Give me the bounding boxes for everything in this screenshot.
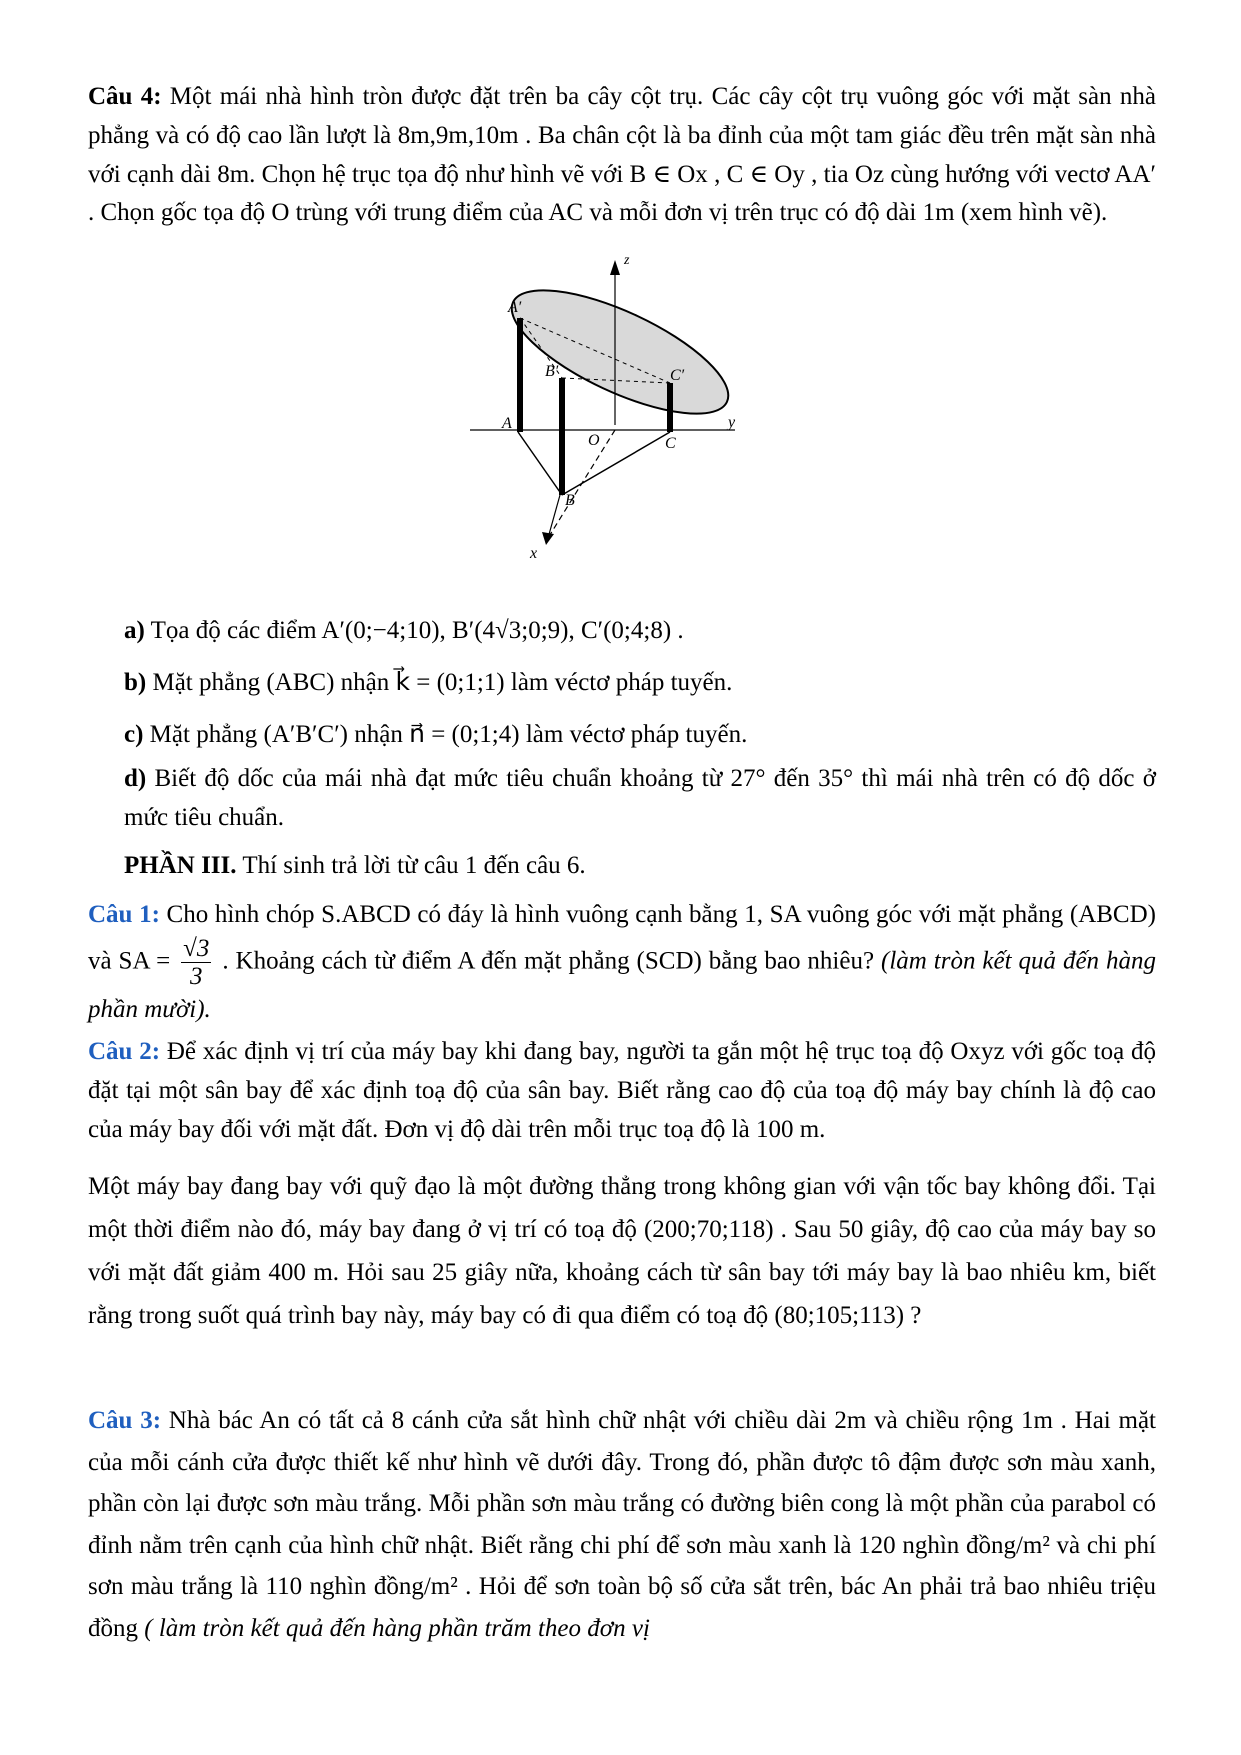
- question-2: [88, 1033, 1156, 1149]
- q4-option-d-label: d): [124, 765, 147, 792]
- label-C: C: [665, 435, 676, 452]
- q4-option-b: [124, 664, 1156, 703]
- q4-option-c-label: c): [124, 721, 144, 748]
- label-B: B: [565, 492, 575, 509]
- sa-fraction: [181, 935, 211, 991]
- question-3-rounding-note: ( làm tròn kết quả đến hàng phần trăm theo đơn vị: [144, 1614, 650, 1642]
- question-2-paragraph-2-block: [88, 1165, 1156, 1337]
- question-4: [88, 78, 1156, 233]
- q4-option-c: [124, 716, 1156, 755]
- roof-3d-figure: [502, 253, 820, 600]
- roof-ellipse: [496, 266, 744, 438]
- question-1-label: Câu 1:: [88, 901, 160, 928]
- question-4-label: Câu 4:: [88, 83, 162, 110]
- q4-option-a: [124, 612, 1156, 651]
- question-2-paragraph-1: Để xác định vị trí của máy bay khi đang bay, người ta gắn một hệ trục toạ độ Oxyz với gốc toạ độ đặt tại một sân bay để xác định toạ độ của sân bay. Biết rằng cao độ của toạ độ máy bay chính là độ cao của máy bay đối với mặt đất. Đơn vị độ dài trên mỗi trục toạ độ là 100 m.: [88, 1038, 1156, 1143]
- sa-fraction-numerator: √3: [183, 934, 210, 962]
- part-3-label: PHẦN III.: [124, 852, 237, 879]
- x-axis: [548, 495, 560, 538]
- q4-option-a-text: Tọa độ các điểm A′(0;−4;10), B′(4√3;0;9), C′(0;4;8) .: [144, 617, 684, 644]
- x-arrow: [542, 532, 554, 545]
- question-1-rounding-note: (làm tròn kết quả đến hàng phần mười).: [88, 947, 1157, 1023]
- q4-option-c-text: Mặt phẳng (A′B′C′) nhận n⃗ = (0;1;4) làm véctơ pháp tuyến.: [143, 721, 748, 748]
- question-4-text: Một mái nhà hình tròn được đặt trên ba cây cột trụ. Các cây cột trụ vuông góc với mặt sàn nhà phẳng và có độ cao lần lượt là 8m,9m,10m . Ba chân cột là ba đỉnh của một tam giác đều trên mặt sàn nhà với cạnh dài 8m. Chọn hệ trục tọa độ như hình vẽ với B ∈ Ox , C ∈ Oy , tia Oz cùng hướng với vectơ AA′ . Chọn gốc tọa độ O trùng với trung điểm của AC và mỗi đơn vị trên trục có độ dài 1m (xem hình vẽ).: [88, 83, 1156, 227]
- label-O: O: [588, 432, 600, 449]
- label-A1: A′: [508, 299, 522, 316]
- label-A: A: [502, 415, 512, 432]
- question-2-paragraph-2: Một máy bay đang bay với quỹ đạo là một đường thẳng trong không gian với vận tốc bay không đổi. Tại một thời điểm nào đó, máy bay đang ở vị trí có toạ độ (200;70;118) . Sau 50 giây, độ cao của máy bay so với mặt đất giảm 400 m. Hỏi sau 25 giây nữa, khoảng cách từ sân bay tới máy bay là bao nhiêu km, biết rằng trong suốt quá trình bay này, máy bay có đi qua điểm có toạ độ (80;105;113) ?: [88, 1173, 1156, 1329]
- question-3: [88, 1400, 1156, 1649]
- question-2-label: Câu 2:: [88, 1038, 161, 1065]
- part-3-text: Thí sinh trả lời từ câu 1 đến câu 6.: [236, 852, 586, 879]
- label-C1: C′: [670, 367, 685, 384]
- label-B1: B′: [545, 363, 559, 380]
- q4-option-b-label: b): [124, 669, 147, 696]
- question-1-text-a: Cho hình chóp S.ABCD có đáy là hình vuông cạnh bằng 1, SA vuông góc với mặt phẳng (ABCD) và SA =: [88, 901, 1156, 975]
- label-y: y: [728, 414, 736, 431]
- q4-option-b-text: Mặt phẳng (ABC) nhận k⃗ = (0;1;1) làm véctơ pháp tuyến.: [146, 669, 733, 696]
- part-3-heading: [124, 847, 1156, 886]
- q4-option-d-text: Biết độ dốc của mái nhà đạt mức tiêu chuẩn khoảng từ 27° đến 35° thì mái nhà trên có độ dốc ở mức tiêu chuẩn.: [124, 765, 1156, 831]
- edge-AB: [518, 432, 562, 495]
- question-3-text: Nhà bác An có tất cả 8 cánh cửa sắt hình chữ nhật với chiều dài 2m và chiều rộng 1m . Hai mặt của mỗi cánh cửa được thiết kế như hình vẽ dưới đây. Trong đó, phần được tô đậm được sơn màu xanh, phần còn lại được sơn màu trắng. Mỗi phần sơn màu trắng có đường biên cong là một phần của parabol có đỉnh nằm trên cạnh của hình chữ nhật. Biết rằng chi phí để sơn màu xanh là 120 nghìn đồng/m² và chi phí sơn màu trắng là 110 nghìn đồng/m² . Hỏi để sơn toàn bộ số cửa sắt trên, bác An phải trả bao nhiêu triệu đồng: [88, 1407, 1156, 1642]
- q4-option-a-label: a): [124, 617, 145, 644]
- sa-fraction-denominator: 3: [190, 963, 203, 991]
- z-arrow: [610, 260, 620, 275]
- edge-BC: [562, 432, 670, 495]
- question-3-label: Câu 3:: [88, 1407, 162, 1434]
- label-z: z: [624, 253, 630, 268]
- label-x: x: [530, 545, 538, 562]
- q4-option-d: [124, 760, 1156, 838]
- question-1-text-b: . Khoảng cách từ điểm A đến mặt phẳng (SCD) bằng bao nhiêu?: [215, 947, 881, 975]
- question-1: [88, 896, 1156, 1030]
